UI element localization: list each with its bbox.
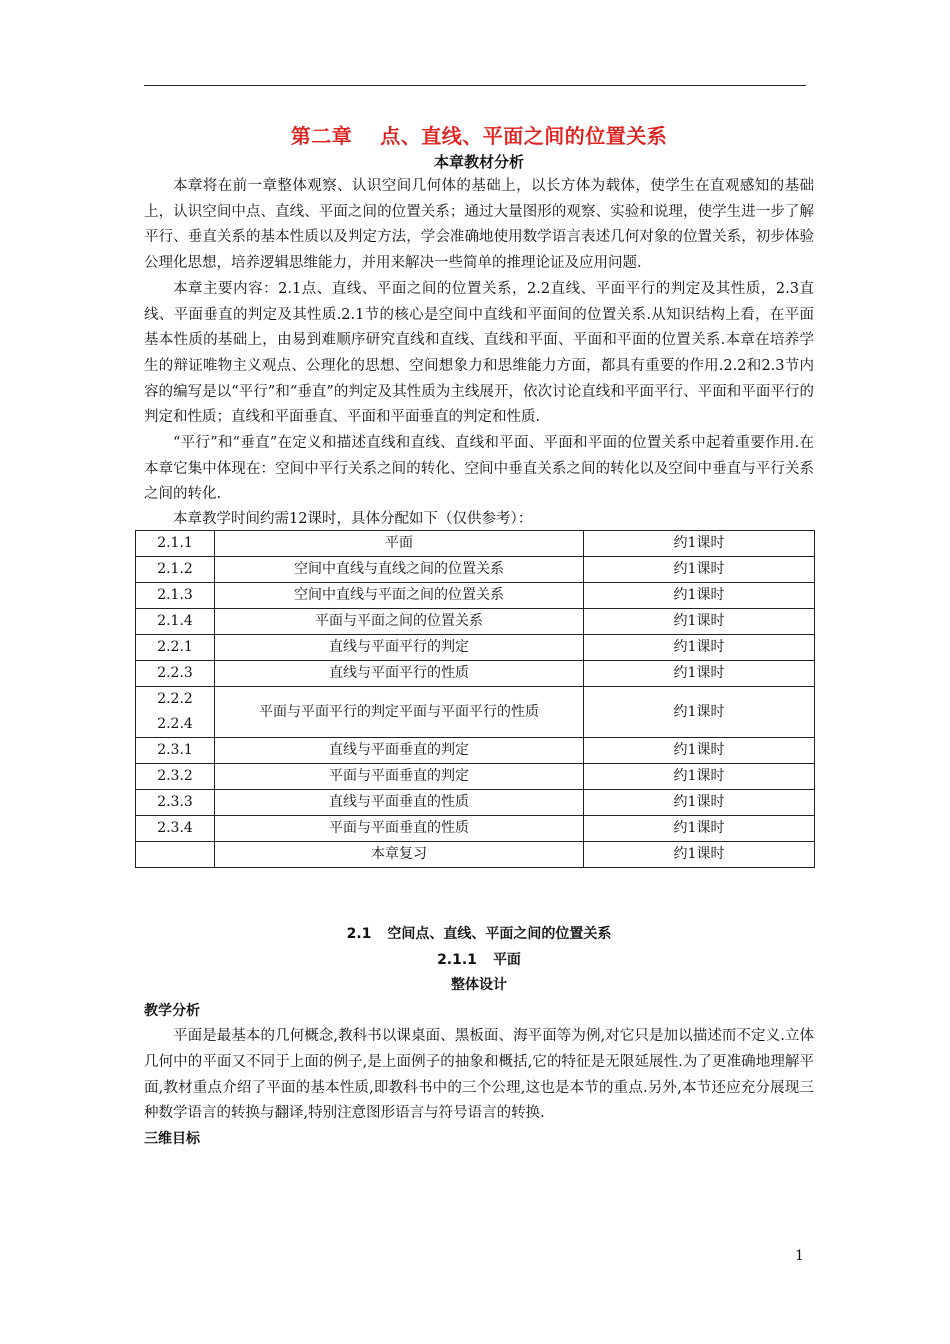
content-paragraph: 本章主要内容：2.1点、直线、平面之间的位置关系，2.2直线、平面平行的判定及其性质，2.3直线、平面垂直的判定及其性质.2.1节的核心是空间中直线和平面间的位置关系.从知识结构上看，在平面基本性质的基础上，由易到难顺序研究直线和直线、直线和平面、平面和平面的位置关系.本章在培养学生的辩证唯物主义观点、公理化的思想、空间想象力和思维能力方面，都具有重要的作用.2.2和2.3节内容的编写是以“平行”和“垂直”的判定及其性质为主线展开，依次讨论直线和平面平行、平面和平面平行的判定和性质；直线和平面垂直、平面和平面垂直的判定和性质. xyxy=(144,280,814,426)
topic-cell: 直线与平面垂直的性质 xyxy=(215,790,584,816)
section-line: 2.2.4 xyxy=(157,716,193,733)
section-cell: 2.3.2 xyxy=(136,764,215,790)
section-cell: 2.2.1 xyxy=(136,635,215,661)
topic-cell: 平面与平面垂直的性质 xyxy=(215,816,584,842)
document-body xyxy=(144,122,814,1152)
schedule-intro: 本章教学时间约需12课时，具体分配如下（仅供参考）： xyxy=(173,511,533,528)
table-row xyxy=(136,738,815,764)
section-name: 空间点、直线、平面之间的位置关系 xyxy=(387,926,612,943)
analysis-title: 本章教材分析 xyxy=(433,153,524,171)
hours-cell: 约1课时 xyxy=(584,738,815,764)
section-cell: 2.1.3 xyxy=(136,583,215,609)
subsection-name: 平面 xyxy=(492,951,521,968)
hours-cell: 约1课时 xyxy=(584,583,815,609)
parallel-paragraph: “平行”和“垂直”在定义和描述直线和直线、直线和平面、平面和平面的位置关系中起着重要作用.在本章它集中体现在：空间中平行关系之间的转化、空间中垂直关系之间的转化以及空间中垂直与平行关系之间的转化. xyxy=(144,435,814,503)
topic-cell: 平面 xyxy=(215,531,584,557)
page-number: 1 xyxy=(795,1248,804,1264)
table-row xyxy=(136,661,815,687)
schedule-table xyxy=(135,530,815,868)
table-row xyxy=(136,687,815,738)
topic-cell: 平面与平面之间的位置关系 xyxy=(215,609,584,635)
teaching-analysis-heading: 教学分析 xyxy=(144,1002,200,1019)
section-cell: 2.1.2 xyxy=(136,557,215,583)
hours-cell: 约1课时 xyxy=(584,687,815,738)
table-row xyxy=(136,531,815,557)
table-row xyxy=(136,609,815,635)
section-cell xyxy=(136,842,215,868)
topic-cell: 直线与平面平行的性质 xyxy=(215,661,584,687)
chapter-name: 点、直线、平面之间的位置关系 xyxy=(380,124,668,148)
section-heading xyxy=(144,922,814,948)
hours-cell: 约1课时 xyxy=(584,609,815,635)
subsection-heading xyxy=(144,948,814,974)
topic-cell: 空间中直线与直线之间的位置关系 xyxy=(215,557,584,583)
chapter-title xyxy=(144,122,814,150)
topic-cell: 直线与平面平行的判定 xyxy=(215,635,584,661)
hours-cell: 约1课时 xyxy=(584,764,815,790)
section-cell: 2.1.4 xyxy=(136,609,215,635)
section-line: 2.2.2 xyxy=(157,691,193,708)
objectives-heading: 三维目标 xyxy=(144,1130,200,1147)
section-cell: 2.1.1 xyxy=(136,531,215,557)
table-row xyxy=(136,583,815,609)
section-cell: 2.2.3 xyxy=(136,661,215,687)
table-row xyxy=(136,842,815,868)
topic-cell: 平面与平面平行的判定平面与平面平行的性质 xyxy=(215,687,584,738)
topic-cell: 直线与平面垂直的判定 xyxy=(215,738,584,764)
subsection-number: 2.1.1 xyxy=(437,951,477,968)
chapter-number: 第二章 xyxy=(290,124,353,148)
section-cell xyxy=(136,687,215,738)
teaching-analysis-paragraph: 平面是最基本的几何概念,教科书以课桌面、黑板面、海平面等为例,对它只是加以描述而不定义.立体几何中的平面又不同于上面的例子,是上面例子的抽象和概括,它的特征是无限延展性.为了更准确地理解平面,教材重点介绍了平面的基本性质,即教科书中的三个公理,这也是本节的重点.另外,本节还应充分展现三种数学语言的转换与翻译,特别注意图形语言与符号语言的转换. xyxy=(144,1028,814,1122)
hours-cell: 约1课时 xyxy=(584,816,815,842)
hours-cell: 约1课时 xyxy=(584,531,815,557)
table-row xyxy=(136,790,815,816)
intro-paragraph: 本章将在前一章整体观察、认识空间几何体的基础上，以长方体为载体，使学生在直观感知的基础上，认识空间中点、直线、平面之间的位置关系；通过大量图形的观察、实验和说理，使学生进一步了解平行、垂直关系的基本性质以及判定方法，学会准确地使用数学语言表述几何对象的位置关系，初步体验公理化思想，培养逻辑思维能力，并用来解决一些简单的推理论证及应用问题. xyxy=(144,178,814,272)
topic-cell: 空间中直线与平面之间的位置关系 xyxy=(215,583,584,609)
hours-cell: 约1课时 xyxy=(584,661,815,687)
hours-cell: 约1课时 xyxy=(584,790,815,816)
topic-cell: 平面与平面垂直的判定 xyxy=(215,764,584,790)
topic-cell: 本章复习 xyxy=(215,842,584,868)
section-cell: 2.3.1 xyxy=(136,738,215,764)
design-heading: 整体设计 xyxy=(451,977,507,994)
hours-cell: 约1课时 xyxy=(584,842,815,868)
section-cell: 2.3.3 xyxy=(136,790,215,816)
header-rule xyxy=(144,85,806,86)
section-cell: 2.3.4 xyxy=(136,816,215,842)
hours-cell: 约1课时 xyxy=(584,557,815,583)
table-row xyxy=(136,557,815,583)
table-row xyxy=(136,764,815,790)
table-row xyxy=(136,816,815,842)
section-number: 2.1 xyxy=(346,926,372,943)
hours-cell: 约1课时 xyxy=(584,635,815,661)
table-row xyxy=(136,635,815,661)
